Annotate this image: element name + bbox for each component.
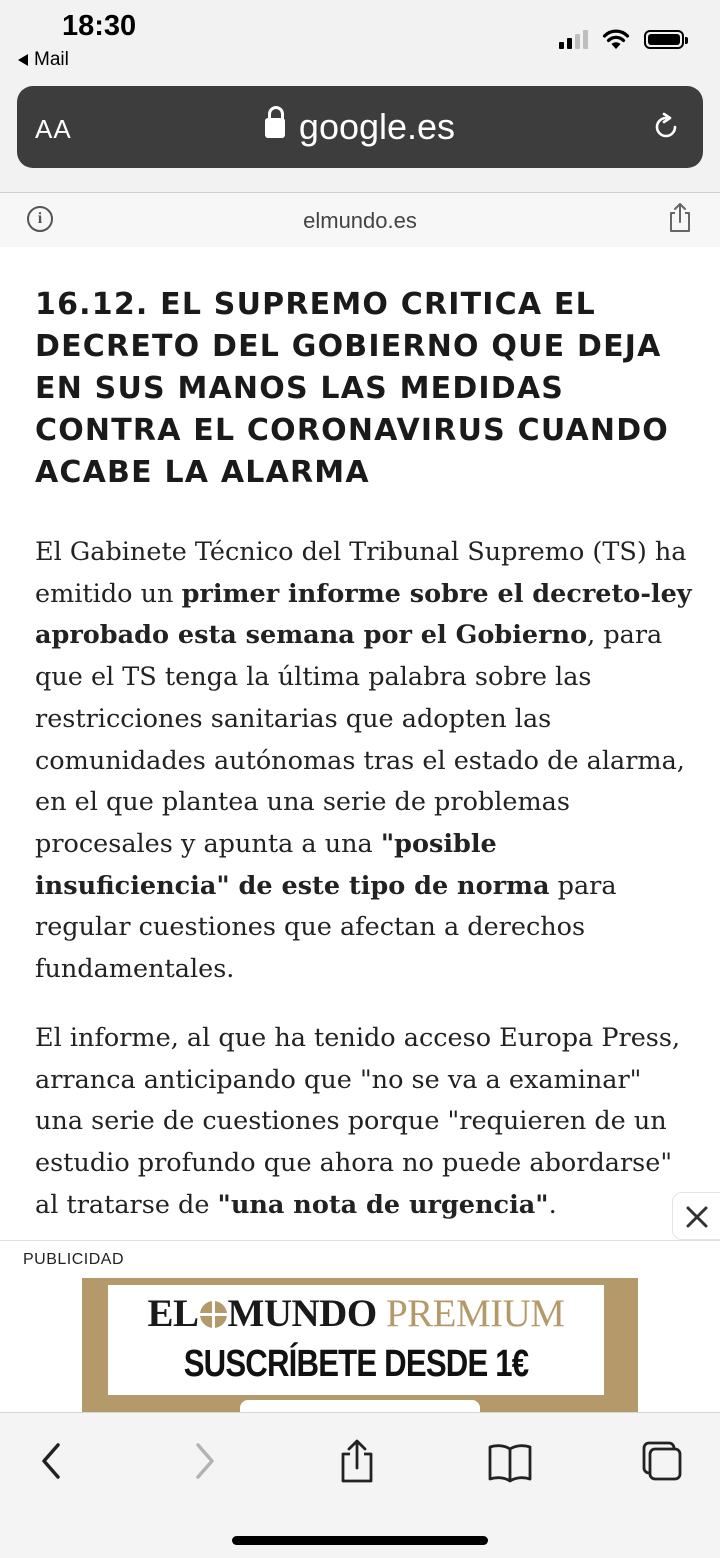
close-icon <box>673 1193 720 1241</box>
status-time: 18:30 <box>62 10 137 42</box>
ad-banner-inner <box>108 1285 604 1395</box>
globe-icon <box>200 1301 227 1328</box>
bookmarks-icon[interactable] <box>486 1437 534 1490</box>
article-headline: 16.12. EL SUPREMO CRITICA EL DECRETO DEL GOBIERNO QUE DEJA EN SUS MANOS LAS MEDIDAS CONTRA EL CORONAVIRUS CUANDO ACABE LA ALARMA <box>35 287 669 490</box>
share-icon[interactable] <box>668 201 692 238</box>
ad-close-button[interactable] <box>672 1192 720 1240</box>
wifi-icon <box>602 28 630 49</box>
brand-el: EL <box>147 1292 199 1335</box>
battery-icon <box>644 30 684 49</box>
reload-icon[interactable] <box>651 112 681 147</box>
paragraph-bold-text: "posible insuficiencia" de este tipo de norma <box>35 828 550 901</box>
ad-cta-text: SUSCRÍBETE DESDE 1€ <box>183 1343 529 1385</box>
ad-label: PUBLICIDAD <box>23 1251 125 1268</box>
ad-brand-logo <box>108 1291 604 1336</box>
brand-premium: PREMIUM <box>385 1292 565 1335</box>
status-bar <box>0 0 720 84</box>
article-paragraph-2 <box>35 1018 695 1227</box>
address-bar[interactable] <box>17 86 703 168</box>
ad-banner[interactable] <box>82 1278 638 1413</box>
back-icon[interactable] <box>36 1437 66 1490</box>
battery-fill <box>648 34 680 45</box>
back-to-mail-link[interactable] <box>18 49 69 71</box>
paragraph-text: , para que el TS tenga la última palabra sobre las restricciones sanitarias que adopten las comunidades autónomas tras el estado de alarma, en el que plantea una serie de problemas procesales y apunta a una <box>35 620 685 859</box>
paragraph-bold-text: "una nota de urgencia" <box>217 1189 549 1220</box>
site-domain: elmundo.es <box>303 208 417 233</box>
paragraph-bold-text: primer informe sobre el decreto-ley aprobado esta semana por el Gobierno <box>35 578 692 651</box>
cellular-signal-icon <box>559 29 588 49</box>
lock-icon <box>265 118 285 138</box>
url-area <box>0 84 720 193</box>
share-icon[interactable] <box>338 1437 376 1490</box>
tabs-icon[interactable] <box>638 1437 686 1490</box>
text-size-label: AA <box>35 114 72 144</box>
paragraph-text: El informe, al que ha tenido acceso Europa Press, arranca anticipando que "no se va a examinar" una serie de cuestiones porque "requieren de un estudio profundo que ahora no puede abordarse" al tratarse de <box>35 1023 681 1220</box>
brand-mundo: MUNDO <box>227 1292 377 1335</box>
back-app-label: Mail <box>34 49 69 70</box>
url-display[interactable] <box>17 106 703 148</box>
site-info-row <box>0 193 720 247</box>
browser-toolbar <box>0 1412 720 1558</box>
info-icon[interactable]: i <box>27 206 53 232</box>
url-domain: google.es <box>298 106 456 147</box>
forward-icon[interactable] <box>190 1437 220 1490</box>
status-icons <box>559 28 684 49</box>
paragraph-text: El Gabinete Técnico del Tribunal Supremo (TS) ha emitido un <box>35 537 687 609</box>
home-indicator <box>232 1536 488 1545</box>
paragraph-text: para regular cuestiones que afectan a derechos fundamentales. <box>35 870 617 985</box>
back-triangle-icon <box>18 54 28 66</box>
ad-container <box>0 1240 720 1413</box>
paragraph-text: . <box>548 1189 557 1220</box>
article-paragraph-1 <box>35 532 695 991</box>
